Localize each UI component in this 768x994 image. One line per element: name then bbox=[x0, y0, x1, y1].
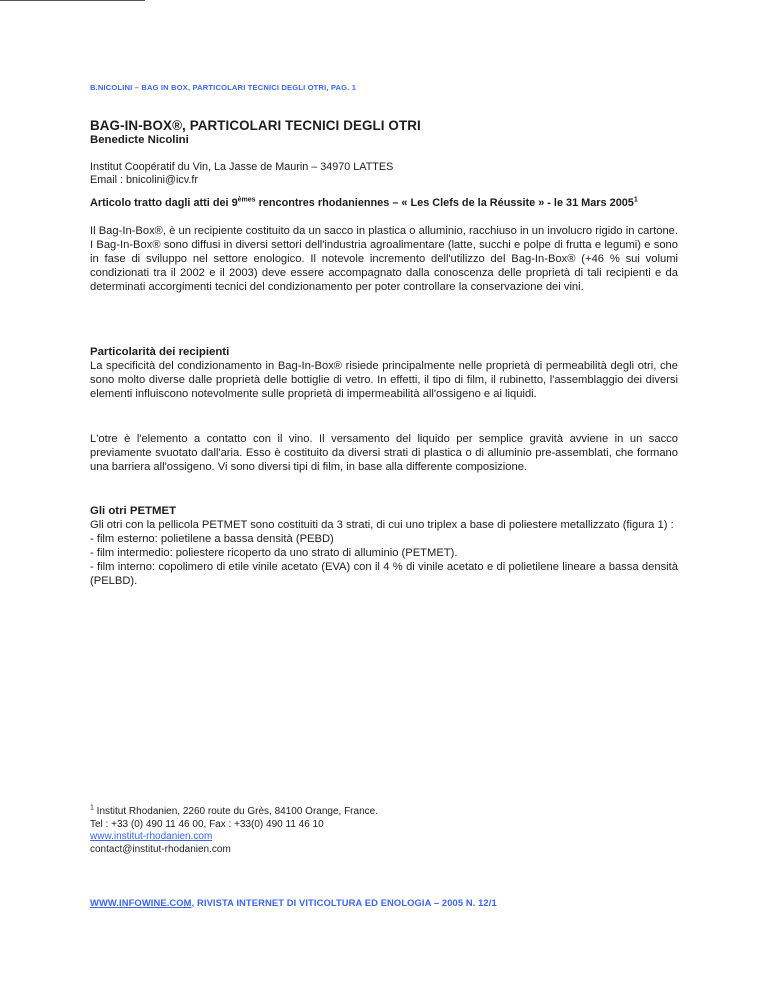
petmet-item-film-interno: - film interno: copolimero di etile vinile acetato (EVA) con il 4 % di vinile acetato e di polietilene lineare a bassa densità (PELBD). bbox=[90, 560, 678, 587]
petmet-block bbox=[90, 519, 678, 589]
section-heading-recipienti: Particolarità dei recipienti bbox=[90, 346, 230, 358]
doc-affiliation: Institut Coopératif du Vin, La Jasse de Maurin – 34970 LATTES bbox=[90, 161, 394, 173]
article-source-footnote-ref: 1 bbox=[633, 196, 638, 204]
doc-email-line: Email : bnicolini@icv.fr bbox=[90, 174, 198, 186]
footnote-block bbox=[90, 806, 678, 857]
paragraph-petmet-intro: Gli otri con la pellicola PETMET sono costituiti da 3 strati, di cui uno triplex a base di poliestere metallizzato (figura 1) : bbox=[90, 519, 674, 531]
footer-text: , RIVISTA INTERNET DI VITICOLTURA ED ENOLOGIA – 2005 N. 12/1 bbox=[191, 897, 497, 908]
footnote-website-link[interactable]: www.institut-rhodanien.com bbox=[90, 831, 213, 843]
footnote-marker: 1 bbox=[90, 804, 94, 812]
footnote-phone-line: Tel : +33 (0) 490 11 46 00, Fax : +33(0) 490 11 46 10 bbox=[90, 818, 324, 830]
article-source-line bbox=[90, 197, 678, 209]
petmet-item-film-esterno: - film esterno: polietilene a bassa densità (PEBD) bbox=[90, 532, 334, 545]
page-header-line: B.NICOLINI – BAG IN BOX, PARTICOLARI TECNICI DEGLI OTRI, PAG. 1 bbox=[90, 83, 357, 92]
article-source-part1: Articolo tratto dagli atti dei 9 bbox=[90, 197, 238, 209]
footnote-separator-rule bbox=[0, 0, 145, 1]
paragraph-permeabilita: La specificità del condizionamento in Bag-In-Box® risiede principalmente nelle proprietà di permeabilità degli otri, che sono molto diverse dalle proprietà delle bottiglie di vetro. In effetti, il tipo di film, il rubinetto, l'assemblaggio dei diversi elementi influiscono notevolmente sulle proprietà di impermeabilità all'ossigeno e ai liquidi. bbox=[90, 360, 678, 400]
article-source-part2: rencontres rhodaniennes – « Les Clefs de la Réussite » - le 31 Mars 2005 bbox=[255, 197, 634, 209]
article-source-superscript-emes: èmes bbox=[237, 196, 256, 204]
doc-title: BAG-IN-BOX®, PARTICOLARI TECNICI DEGLI OTRI bbox=[90, 118, 421, 133]
intro-paragraph: Il Bag-In-Box®, è un recipiente costituito da un sacco in plastica o alluminio, racchiuso in un involucro rigido in cartone. I Bag-In-Box® sono diffusi in diversi settori dell'industria agroalimentare (latte, succhi e polpe di frutta e legumi) e sono in fase di sviluppo nel settore enologico. Il notevole incremento dell'utilizzo del Bag-In-Box® (+46 % sui volumi condizionati tra il 2002 e il 2003) deve essere accompagnato dalla conoscenza delle proprietà di tali recipienti e da determinati accorgimenti tecnici del condizionamento per poter controllare la conservazione dei vini. bbox=[90, 225, 678, 293]
footnote-address-line bbox=[90, 806, 678, 819]
footer-line bbox=[90, 897, 678, 908]
footnote-email: contact@institut-rhodanien.com bbox=[90, 844, 231, 856]
doc-author: Benedicte Nicolini bbox=[90, 134, 189, 146]
petmet-item-film-intermedio: - film intermedio: poliestere ricoperto da uno strato di alluminio (PETMET). bbox=[90, 546, 458, 559]
section-heading-petmet: Gli otri PETMET bbox=[90, 505, 177, 517]
paragraph-otre: L'otre è l'elemento a contatto con il vino. Il versamento del liquido per semplice gravità avviene in un sacco previamente svuotato dall'aria. Esso è costituito da diversi strati di plastica o di alluminio pre-assemblati, che formano una barriera all'ossigeno. Vi sono diversi tipi di film, in base alla differente composizione. bbox=[90, 433, 678, 473]
footnote-address: Institut Rhodanien, 2260 route du Grès, 84100 Orange, France. bbox=[93, 806, 378, 817]
footer-website-link[interactable]: WWW.INFOWINE.COM bbox=[90, 897, 192, 908]
